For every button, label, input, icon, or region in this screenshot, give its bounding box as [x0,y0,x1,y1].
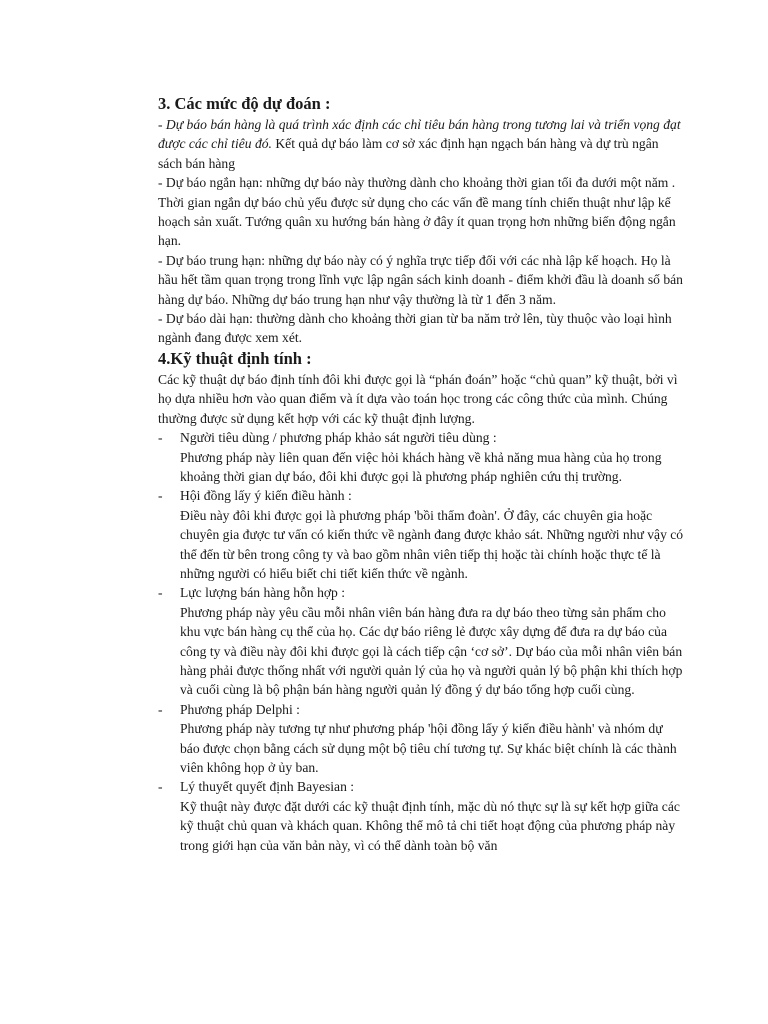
medium-term-forecast-paragraph: - Dự báo trung hạn: những dự báo này có ý nghĩa trực tiếp đối với các nhà lập kế hoạch. Họ là hầu hết tầm quan trọng trong lĩnh vực lập ngân sách kinh doanh - điểm khởi đầu là doanh số bán hàng dự báo. Những dự báo trung hạn như vậy thường là từ 1 đến 3 năm. [158,252,683,307]
list-dash: - [158,779,163,795]
list-item-sales-force-composite [158,583,684,699]
section-3-heading: 3. Các mức độ dự đoán : [158,94,331,113]
list-item-description: Điều này đôi khi được gọi là phương pháp 'bồi thẩm đoàn'. Ở đây, các chuyên gia hoặc chuyên gia được tư vấn có kiến thức về ngành đang được khảo sát. Những người như vậy có thể đến từ bên trong công ty và bao gồm nhân viên tiếp thị hoặc tài chính hoặc thực tế là những người có hiểu biết chi tiết kiến thức về ngành. [180,507,684,581]
list-item-consumer-survey [158,428,684,486]
list-dash: - [158,430,163,446]
list-item-title: Lực lượng bán hàng hỗn hợp : [180,585,346,601]
list-item-title: Lý thuyết quyết định Bayesian : [180,779,355,795]
list-dash: - [158,585,163,601]
section-3-intro-italic: - Dự báo bán hàng là quá trình xác định các chỉ tiêu bán hàng trong tương lai và triển vọng đạt được các chỉ tiêu đó. [158,117,681,152]
short-term-forecast-paragraph: - Dự báo ngắn hạn: những dự báo này thường dành cho khoảng thời gian tối đa dưới một năm . Thời gian ngắn dự báo chủ yếu được sử dụng cho các vấn đề mang tính chiến thuật như lập kế hoạch sản xuất. Tướng quân xu hướng bán hàng ở đây ít quan trọng hơn những biến động ngắn hạn. [158,175,676,249]
long-term-forecast-paragraph: - Dự báo dài hạn: thường dành cho khoảng thời gian từ ba năm trở lên, tùy thuộc vào loại hình ngành đang được xem xét. [158,311,672,346]
list-item-executive-opinion [158,486,684,583]
list-item-bayesian-decision [158,777,684,855]
section-4-heading: 4.Kỹ thuật định tính : [158,348,312,368]
section-4-intro: Các kỹ thuật dự báo định tính đôi khi được gọi là “phán đoán” hoặc “chủ quan” kỹ thuật, bởi vì họ dựa nhiều hơn vào quan điểm và ít dựa vào toán học trong các công thức của mình. Chúng thường được sử dụng kết hợp với các kỹ thuật định lượng. [158,371,678,426]
list-item-description: Phương pháp này liên quan đến việc hỏi khách hàng về khả năng mua hàng của họ trong khoảng thời gian dự báo, đôi khi được gọi là phương pháp nghiên cứu thị trường. [180,449,662,484]
list-dash: - [158,488,163,504]
list-item-title: Hội đồng lấy ý kiến điều hành : [180,488,352,504]
list-item-description: Phương pháp này yêu cầu mỗi nhân viên bán hàng đưa ra dự báo theo từng sản phẩm cho khu vực bán hàng cụ thể của họ. Các dự báo riêng lẻ được xây dựng để đưa ra dự báo của công ty và điều này đôi khi được gọi là cách tiếp cận ‘cơ sở’. Dự báo của mỗi nhân viên bán hàng phải được thống nhất với người quản lý của họ và người quản lý bộ phận khi thích hợp và cuối cùng là bộ phận bán hàng người quản lý đồng ý dự báo tổng hợp cuối cùng. [180,604,683,698]
list-item-title: Người tiêu dùng / phương pháp khảo sát người tiêu dùng : [180,430,497,446]
section-3-intro [158,115,684,173]
list-item-delphi-method [158,700,684,778]
list-item-description: Kỹ thuật này được đặt dưới các kỹ thuật định tính, mặc dù nó thực sự là sự kết hợp giữa các kỹ thuật chủ quan và khách quan. Không thể mô tả chi tiết hoạt động của phương pháp này trong giới hạn của văn bản này, vì có thể dành toàn bộ văn [180,798,680,853]
list-dash: - [158,701,163,717]
section-3-intro-rest: Kết quả dự báo làm cơ sở xác định hạn ngạch bán hàng và dự trù ngân sách bán hàng [158,136,659,171]
list-item-title: Phương pháp Delphi : [180,701,300,717]
list-item-description: Phương pháp này tương tự như phương pháp 'hội đồng lấy ý kiến điều hành' và nhóm dự báo được chọn bằng cách sử dụng một bộ tiêu chí tương tự. Sự khác biệt chính là các thành viên không họp ở ủy ban. [180,721,677,775]
document-page [158,93,684,855]
